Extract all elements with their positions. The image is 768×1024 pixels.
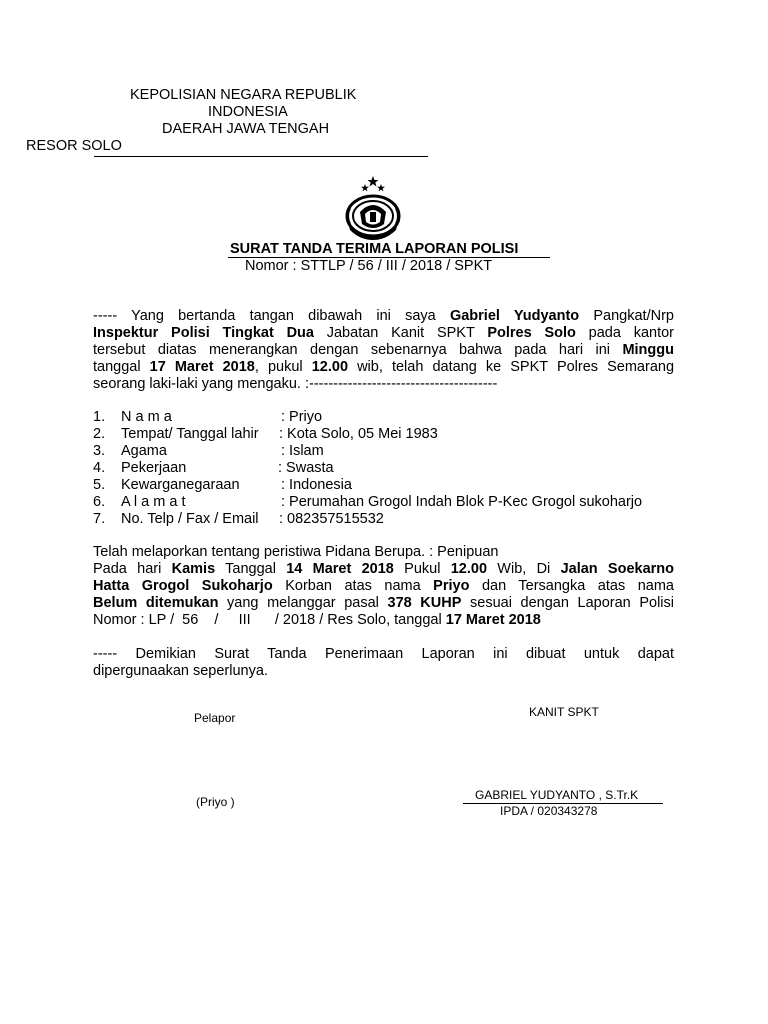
closing-line-2: dipergunaakan seperlunya. (93, 663, 268, 679)
reporter-title: Pelapor (194, 711, 236, 725)
header-underline (94, 156, 428, 157)
report-line-3: Hatta Grogol Sukoharjo Korban atas nama Priyo dan Tersangka atas nama (93, 578, 674, 594)
document-number: Nomor : STTLP / 56 / III / 2018 / SPKT (245, 258, 493, 274)
header-resort: RESOR SOLO (26, 138, 122, 154)
reporter-name: (Priyo ) (196, 795, 235, 809)
document-title: SURAT TANDA TERIMA LAPORAN POLISI (230, 241, 519, 257)
intro-line-5: seorang laki-laki yang mengaku. :--------------------------------------- (93, 376, 498, 392)
polri-emblem-icon (340, 172, 406, 242)
officer-rank: IPDA / 020343278 (500, 804, 598, 818)
intro-line-3: tersebut diatas menerangkan dengan sebenarnya bahwa pada hari ini Minggu (93, 342, 674, 358)
officer-title: KANIT SPKT (529, 705, 599, 719)
report-line-1: Telah melaporkan tentang peristiwa Pidana Berupa. : Penipuan (93, 544, 499, 560)
closing-line-1: ----- Demikian Surat Tanda Penerimaan Laporan ini dibuat untuk dapat (93, 646, 674, 662)
header-country: INDONESIA (208, 104, 288, 120)
officer-name: GABRIEL YUDYANTO , S.Tr.K (475, 788, 639, 802)
report-line-4: Belum ditemukan yang melanggar pasal 378 KUHP sesuai dengan Laporan Polisi (93, 595, 674, 611)
report-line-5: Nomor : LP / 56 / III / 2018 / Res Solo, tanggal 17 Maret 2018 (93, 612, 541, 628)
report-line-2: Pada hari Kamis Tanggal 14 Maret 2018 Pukul 12.00 Wib, Di Jalan Soekarno (93, 561, 675, 577)
header-institution: KEPOLISIAN NEGARA REPUBLIK (130, 87, 357, 103)
intro-line-2: Inspektur Polisi Tingkat Dua Jabatan Kanit SPKT Polres Solo pada kantor (93, 325, 674, 341)
header-region: DAERAH JAWA TENGAH (162, 121, 330, 137)
intro-line-4: tanggal 17 Maret 2018, pukul 12.00 wib, telah datang ke SPKT Polres Semarang (93, 359, 675, 375)
intro-line-1: ----- Yang bertanda tangan dibawah ini saya Gabriel Yudyanto Pangkat/Nrp (93, 308, 674, 324)
